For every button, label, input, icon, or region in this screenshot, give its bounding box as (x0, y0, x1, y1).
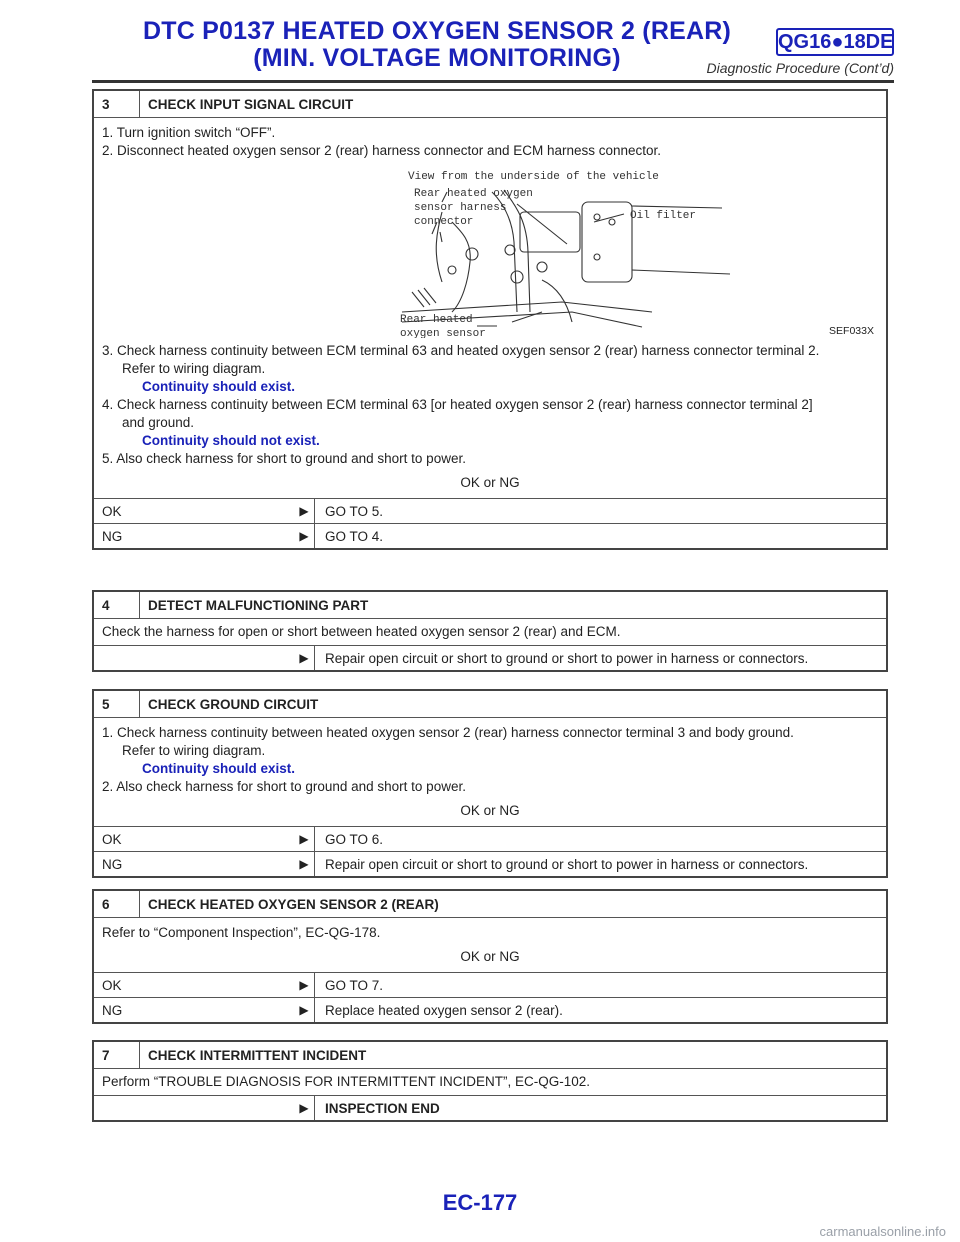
arrow-right-icon: ▶ (299, 978, 309, 992)
arrow-right-icon: ▶ (299, 529, 309, 543)
step-6-box (92, 889, 888, 1024)
result-row-ok: OK ▶ GO TO 5. (94, 498, 886, 523)
arrow-right-icon: ▶ (299, 1101, 309, 1115)
result-row: ▶ Repair open circuit or short to ground or short to power in harness or connectors. (94, 645, 886, 670)
ok-or-ng-label: OK or NG (460, 803, 520, 818)
result-row: ▶ INSPECTION END (94, 1095, 886, 1120)
svg-text:connector: connector (414, 216, 474, 228)
step-title: CHECK GROUND CIRCUIT (148, 696, 319, 712)
svg-text:Oil filter: Oil filter (630, 210, 697, 222)
step-4-box (92, 590, 888, 672)
step-number: 7 (94, 1042, 140, 1068)
svg-text:View from the underside of the: View from the underside of the vehicle (408, 171, 659, 183)
result-row-ok: OK ▶ GO TO 7. (94, 972, 886, 997)
step-title: CHECK INTERMITTENT INCIDENT (148, 1047, 367, 1063)
step-number: 3 (94, 91, 140, 117)
result-row-ng: NG ▶ GO TO 4. (94, 523, 886, 548)
page-title: DTC P0137 HEATED OXYGEN SENSOR 2 (REAR) (MIN. VOLTAGE MONITORING) (142, 17, 731, 72)
arrow-right-icon: ▶ (299, 832, 309, 846)
svg-text:Rear heated: Rear heated (400, 314, 473, 326)
ok-or-ng-label: OK or NG (460, 949, 520, 964)
page-number: EC-177 (442, 1190, 518, 1215)
figure-code: SEF033X (829, 325, 874, 337)
connector-illustration (102, 162, 878, 340)
step-header (94, 691, 886, 717)
svg-text:Rear heated oxygen: Rear heated oxygen (414, 188, 533, 200)
step-body: Check the harness for open or short between heated oxygen sensor 2 (rear) and ECM. (94, 618, 886, 645)
step-5-box (92, 689, 888, 878)
arrow-right-icon: ▶ (299, 857, 309, 871)
expected-result: Continuity should not exist. (142, 433, 320, 448)
result-row-ok: OK ▶ GO TO 6. (94, 826, 886, 851)
expected-result: Continuity should exist. (142, 761, 296, 776)
step-title: DETECT MALFUNCTIONING PART (148, 597, 369, 613)
step-header (94, 1042, 886, 1068)
ok-or-ng-label: OK or NG (460, 475, 520, 490)
svg-text:sensor harness: sensor harness (414, 202, 507, 214)
engine-underside-drawing (342, 162, 742, 338)
step-body: 1. Turn ignition switch “OFF”. 2. Disconnect heated oxygen sensor 2 (rear) harness connector and ECM harness connector. View from the underside of the vehicle Rear heated oxygen sensor harness connector Oil filter Rear heated oxygen sensor SEF033X 3. Check harness continuity between ECM terminal 63 and heated oxygen sensor 2 (rear) harness connector terminal 2. Refer to wiring diagram. Continuity should exist. 4. Check harness continuity between ECM terminal 63 [or heated oxygen sensor 2 (rear) harness connector terminal 2] and ground. Continuity should not exist. 5. Also check harness for short to ground and short to power. OK or NG (94, 117, 886, 498)
step-header (94, 592, 886, 618)
header-divider (92, 80, 894, 83)
page-header (92, 4, 894, 78)
step-number: 4 (94, 592, 140, 618)
step-body: 1. Check harness continuity between heated oxygen sensor 2 (rear) harness connector terminal 3 and body ground. Refer to wiring diagram. Continuity should exist. 2. Also check harness for short to ground and short to power. OK or NG (94, 717, 886, 826)
watermark: carmanualsonline.info (819, 1224, 946, 1239)
result-row-ng: NG ▶ Repair open circuit or short to ground or short to power in harness or connectors. (94, 851, 886, 876)
step-number: 6 (94, 891, 140, 917)
step-body: Perform “TROUBLE DIAGNOSIS FOR INTERMITTENT INCIDENT”, EC-QG-102. (94, 1068, 886, 1095)
step-7-box (92, 1040, 888, 1122)
step-title: CHECK INPUT SIGNAL CIRCUIT (148, 96, 354, 112)
arrow-right-icon: ▶ (299, 651, 309, 665)
step-body: Refer to “Component Inspection”, EC-QG-178. OK or NG (94, 917, 886, 972)
svg-text:oxygen sensor: oxygen sensor (400, 328, 486, 338)
step-header (94, 91, 886, 117)
step-header (94, 891, 886, 917)
step-number: 5 (94, 691, 140, 717)
arrow-right-icon: ▶ (299, 504, 309, 518)
result-row-ng: NG ▶ Replace heated oxygen sensor 2 (rear). (94, 997, 886, 1022)
section-subtitle: Diagnostic Procedure (Cont’d) (706, 60, 894, 76)
step-title: CHECK HEATED OXYGEN SENSOR 2 (REAR) (148, 896, 439, 912)
engine-badge: QG16●18DE (776, 28, 894, 56)
expected-result: Continuity should exist. (142, 379, 296, 394)
arrow-right-icon: ▶ (299, 1003, 309, 1017)
step-3-box (92, 89, 888, 550)
